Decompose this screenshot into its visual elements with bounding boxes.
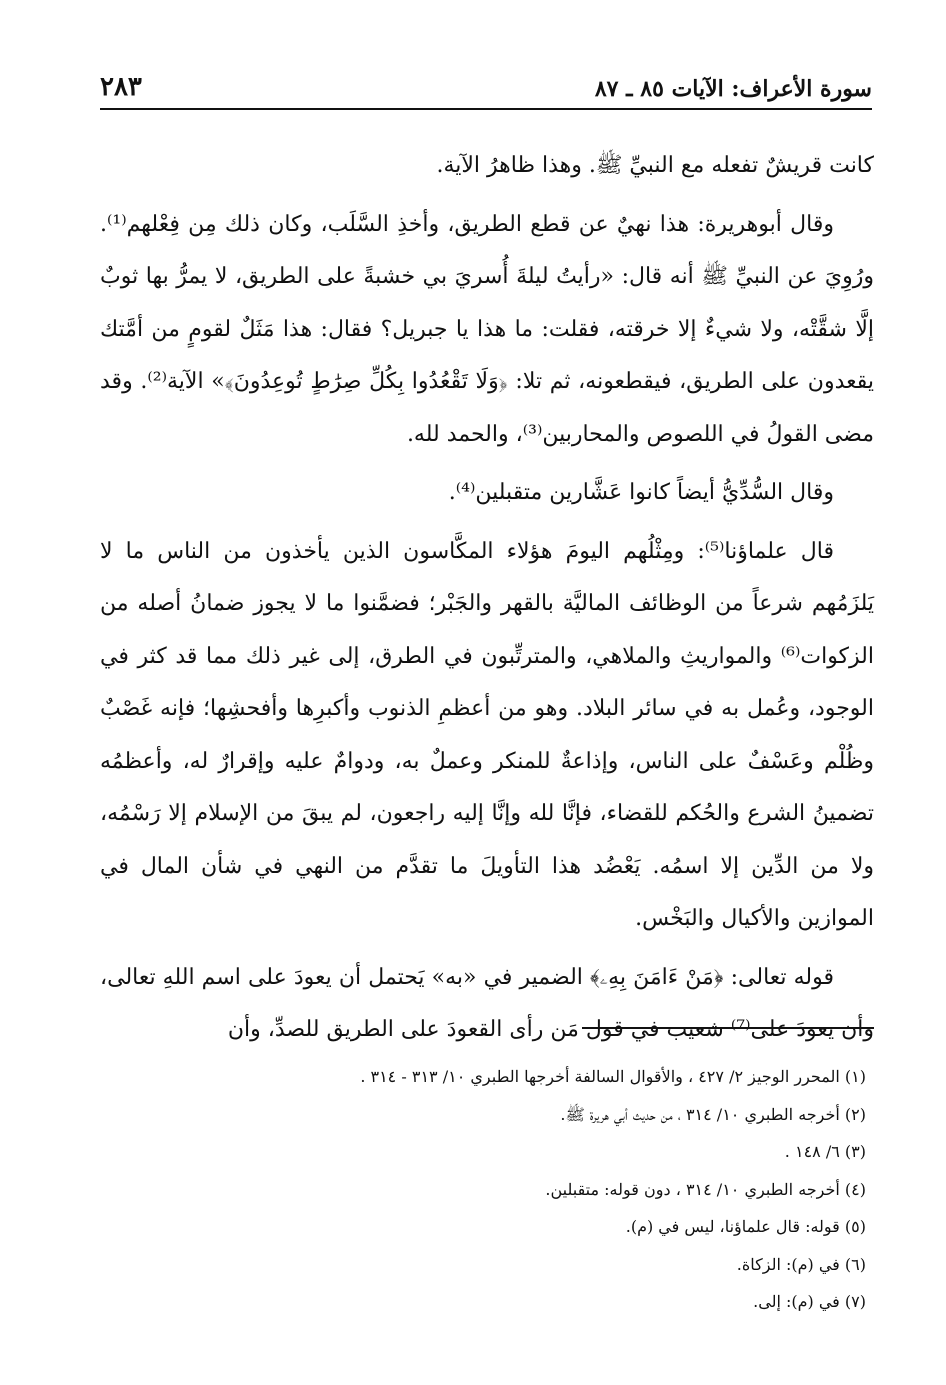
paragraph: وقال السُّدِّيُّ أيضاً كانوا عَشَّارين متقبلين⁽⁴⁾.	[448, 480, 834, 505]
footnote: (٤) أخرجه الطبري ١٠/ ٣١٤ ، دون قوله: متقبلين.	[545, 1179, 866, 1199]
paragraph: وقال أبوهريرة: هذا نهيٌ عن قطع الطريق، وأخذِ السَّلَب، وكان ذلك مِن فِعْلهم⁽¹⁾. ورُوِيَ عن النبيِّ ﷺ أنه قال: «رأيتُ ليلةَ أُسريَ بي خشبةً على الطريق، لا يمرُّ بها ثوبٌ إلَّا شقَّتْه، ولا شيءٌ إلا خرقته، فقلت: ما هذا يا جبريل؟ فقال: هذا مَثَلٌ لقومٍ من أمَّتك يقعدون على الطريق، فيقطعونه، ثم تلا: ﴿وَلَا تَقْعُدُوا بِكُلِّ صِرَٰطٍ تُوعِدُونَ﴾» الآية⁽²⁾. وقد مضى القولُ في اللصوص والمحاربين⁽³⁾، والحمد لله.	[100, 211, 874, 447]
running-title: سورة الأعراف: الآيات ٨٥ ـ ٨٧	[594, 76, 872, 102]
footnotes	[100, 1058, 866, 1321]
footnote: (٦) في (م): الزكاة.	[736, 1254, 866, 1274]
main-text	[100, 140, 874, 1063]
paragraph: كانت قريشٌ تفعله مع النبيِّ ﷺ. وهذا ظاهرُ الآية.	[436, 153, 874, 178]
footnote-divider	[582, 1027, 874, 1029]
footnote: (٣) ٦/ ١٤٨ .	[784, 1142, 866, 1161]
page-number: ٢٨٣	[100, 72, 142, 102]
paragraph: قال علماؤنا⁽⁵⁾: ومِثْلُهم اليومَ هؤلاء المكَّاسون الذين يأخذون من الناس ما لا يَلزَمُهم شرعاً من الوظائف الماليَّة بالقهر والجَبْر؛ فضمَّنوا ما لا يجوز ضمانُ أصله من الزكوات⁽⁶⁾ والمواريثِ والملاهي، والمترتِّبون في الطرق، إلى غير ذلك مما قد كثر في الوجود، وعُمل به في سائر البلاد. وهو من أعظمِ الذنوب وأكبرِها وأفحشِها؛ فإنه غَصْبٌ وظُلْم وعَسْفٌ على الناس، وإذاعةٌ للمنكر وعملٌ به، ودوامٌ عليه وإقرارٌ له، وأعظمُه تضمينُ الشرع والحُكم للقضاء، فإنَّا لله وإنَّا إليه راجعون، لم يبقَ من الإسلام إلا رَسْمُه، ولا من الدِّين إلا اسمُه. يَعْضُد هذا التأويلَ ما تقدَّم من النهي في شأن المال في الموازين والأكيال والبَخْس.	[100, 538, 874, 931]
footnote: (٢) أخرجه الطبري ١٠/ ٣١٤ ، من حديث أبي هريرة ﷺ.	[560, 1104, 866, 1124]
footnote: (٥) قوله: قال علماؤنا، ليس في (م).	[625, 1217, 866, 1236]
paragraph: قوله تعالى: ﴿مَنْ ءَامَنَ بِهِۦ﴾ الضمير في «به» يَحتمل أن يعودَ على اسم اللهِ تعالى، وأن يعودَ على⁽⁷⁾ شعيب في قول مَن رأى القعودَ على الطريق للصدِّ، وأن	[100, 964, 874, 1042]
footnote: (١) المحرر الوجيز ٢/ ٤٢٧ ، والأقوال السالفة أخرجها الطبري ١٠/ ٣١٣ - ٣١٤ .	[360, 1067, 866, 1086]
footnote: (٧) في (م): إلى.	[753, 1292, 866, 1311]
page-header	[100, 64, 872, 110]
